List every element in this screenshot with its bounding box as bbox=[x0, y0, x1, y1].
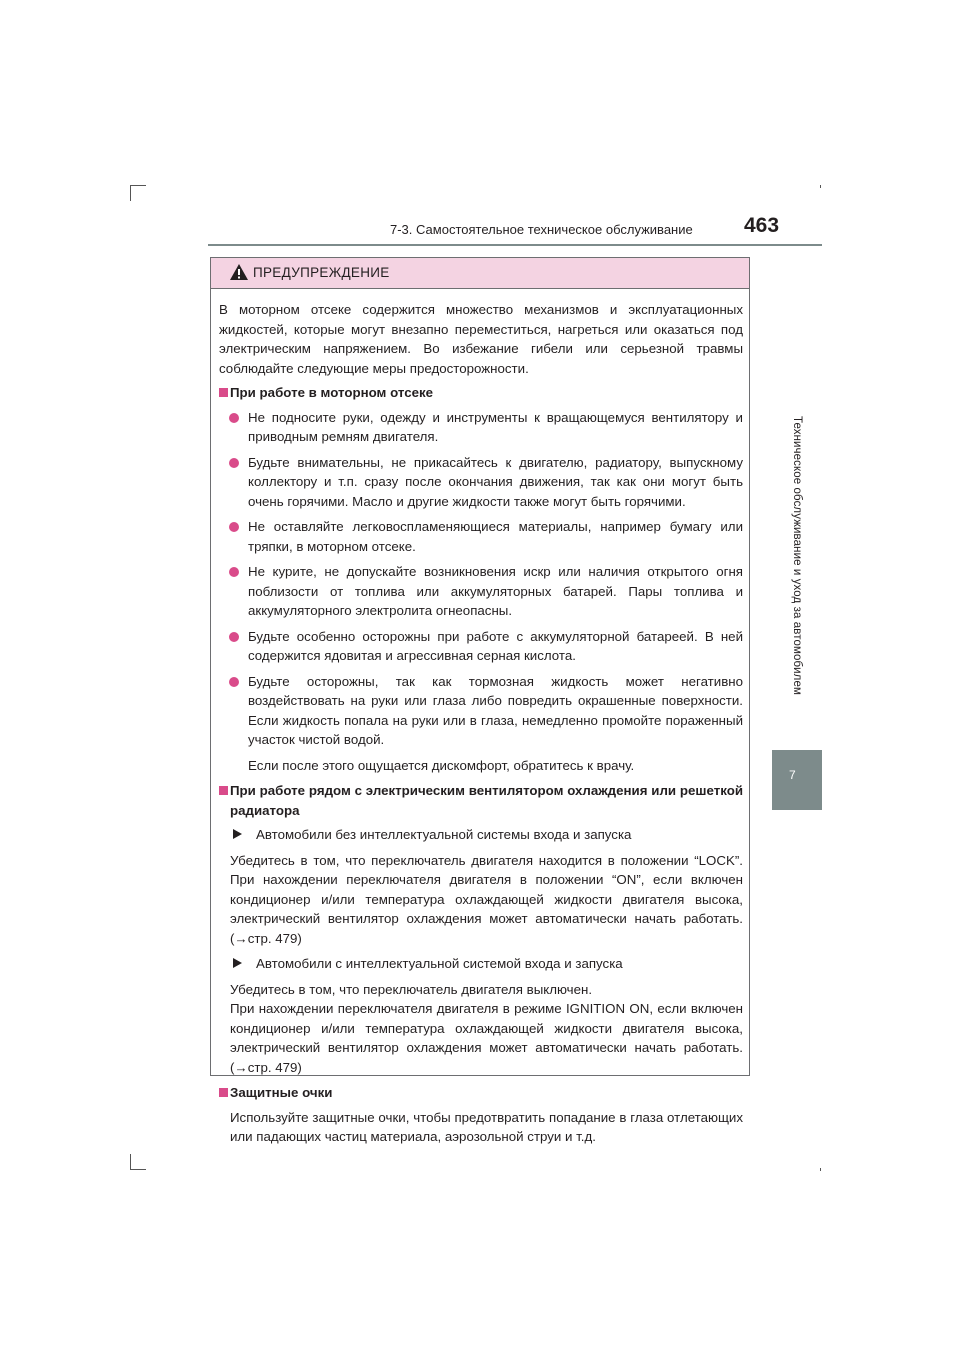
warning-header bbox=[211, 258, 749, 289]
square-bullet-icon bbox=[219, 388, 228, 397]
section-heading: При работе рядом с электрическим вентилятором охлаждения или решеткой радиатора bbox=[219, 781, 743, 820]
section-heading: При работе в моторном отсеке bbox=[219, 383, 743, 403]
warning-intro: В моторном отсеке содержится множество механизмов и эксплуатационных жидкостей, которые могут внезапно переместиться, нагреться или оказаться под электрическим напряжением. Во избежание гибели или серьезной травмы соблюдайте следующие меры предосторожности. bbox=[219, 302, 743, 376]
chapter-number: 7 bbox=[789, 768, 796, 782]
crop-mark bbox=[820, 185, 821, 188]
page-number: 463 bbox=[744, 214, 780, 237]
triangle-arrow-icon bbox=[233, 958, 242, 968]
round-bullet-icon bbox=[229, 522, 239, 532]
crop-mark bbox=[130, 185, 146, 186]
square-bullet-icon bbox=[219, 786, 228, 795]
round-bullet-icon bbox=[229, 413, 239, 423]
section-header: 7-3. Самостоятельное техническое обслуживание bbox=[390, 222, 693, 237]
sub-condition: Автомобили с интеллектуальной системой входа и запуска bbox=[230, 954, 743, 974]
crop-mark bbox=[130, 1169, 146, 1170]
list-item: Не курите, не допускайте возникновения искр или наличия открытого огня поблизости от топлива или аккумуляторных батарей. Пары топлива и аккумуляторного электролита огнеопасны. bbox=[224, 562, 743, 621]
list-item: Будьте особенно осторожны при работе с аккумуляторной батареей. В ней содержится ядовитая и агрессивная серная кислота. bbox=[224, 627, 743, 666]
round-bullet-icon bbox=[229, 458, 239, 468]
crop-mark bbox=[130, 1154, 131, 1170]
warning-triangle-icon bbox=[229, 263, 249, 281]
sub-condition: Автомобили без интеллектуальной системы входа и запуска bbox=[230, 825, 743, 845]
sub-condition-text: При нахождении переключателя двигателя в режиме IGNITION ON, если включен кондиционер и/или температура охлаждающей жидкости двигателя высока, электрический вентилятор охлаждения может автоматически начать работать. (→стр. 479) bbox=[230, 1001, 743, 1075]
chapter-tab bbox=[772, 750, 822, 810]
round-bullet-icon bbox=[229, 632, 239, 642]
sub-condition-line: Убедитесь в том, что переключатель двигателя выключен. bbox=[230, 981, 593, 997]
square-bullet-icon bbox=[219, 1088, 228, 1097]
chapter-side-title: Техническое обслуживание и уход за автомобилем bbox=[791, 416, 803, 695]
round-bullet-icon bbox=[229, 567, 239, 577]
list-item: Будьте внимательны, не прикасайтесь к двигателю, радиатору, выпускному коллектору и т.п. сразу после окончания движения, так как они могут быть очень горячими. Масло и другие жидкости также могут быть горячими. bbox=[224, 453, 743, 512]
sub-condition-text: Убедитесь в том, что переключатель двигателя находится в положении “LOCK”. При нахождении переключателя двигателя в положении “ON”, если включен кондиционер и/или температура охлаждающей жидкости двигателя высока, электрический вентилятор охлаждения может автоматически начать работать. (→стр. 479) bbox=[230, 852, 743, 946]
warning-title: ПРЕДУПРЕЖДЕНИЕ bbox=[253, 265, 390, 280]
warning-box bbox=[210, 257, 750, 1144]
list-item-followup: Если после этого ощущается дискомфорт, обратитесь к врачу. bbox=[248, 757, 635, 773]
crop-mark bbox=[820, 1168, 821, 1171]
header-rule bbox=[208, 244, 822, 246]
list-item: Не оставляйте легковоспламеняющиеся материалы, например бумагу или тряпки, в моторном отсеке. bbox=[224, 517, 743, 556]
round-bullet-icon bbox=[229, 677, 239, 687]
triangle-arrow-icon bbox=[233, 829, 242, 839]
section-heading: Защитные очки bbox=[219, 1083, 743, 1103]
section-text: Используйте защитные очки, чтобы предотвратить попадание в глаза отлетающих или падающих частиц материала, аэрозольной струи и т.д. bbox=[230, 1109, 743, 1144]
crop-mark bbox=[130, 185, 131, 201]
warning-body bbox=[219, 300, 743, 1153]
list-item: Будьте осторожны, так как тормозная жидкость может негативно воздействовать на руки или глаза либо повредить окрашенные поверхности. Если жидкость попала на руки или в глаза, немедленно промойте пораженный участок чистой водой. bbox=[224, 672, 743, 750]
list-item: Не подносите руки, одежду и инструменты к вращающемуся вентилятору и приводным ремням двигателя. bbox=[224, 408, 743, 447]
